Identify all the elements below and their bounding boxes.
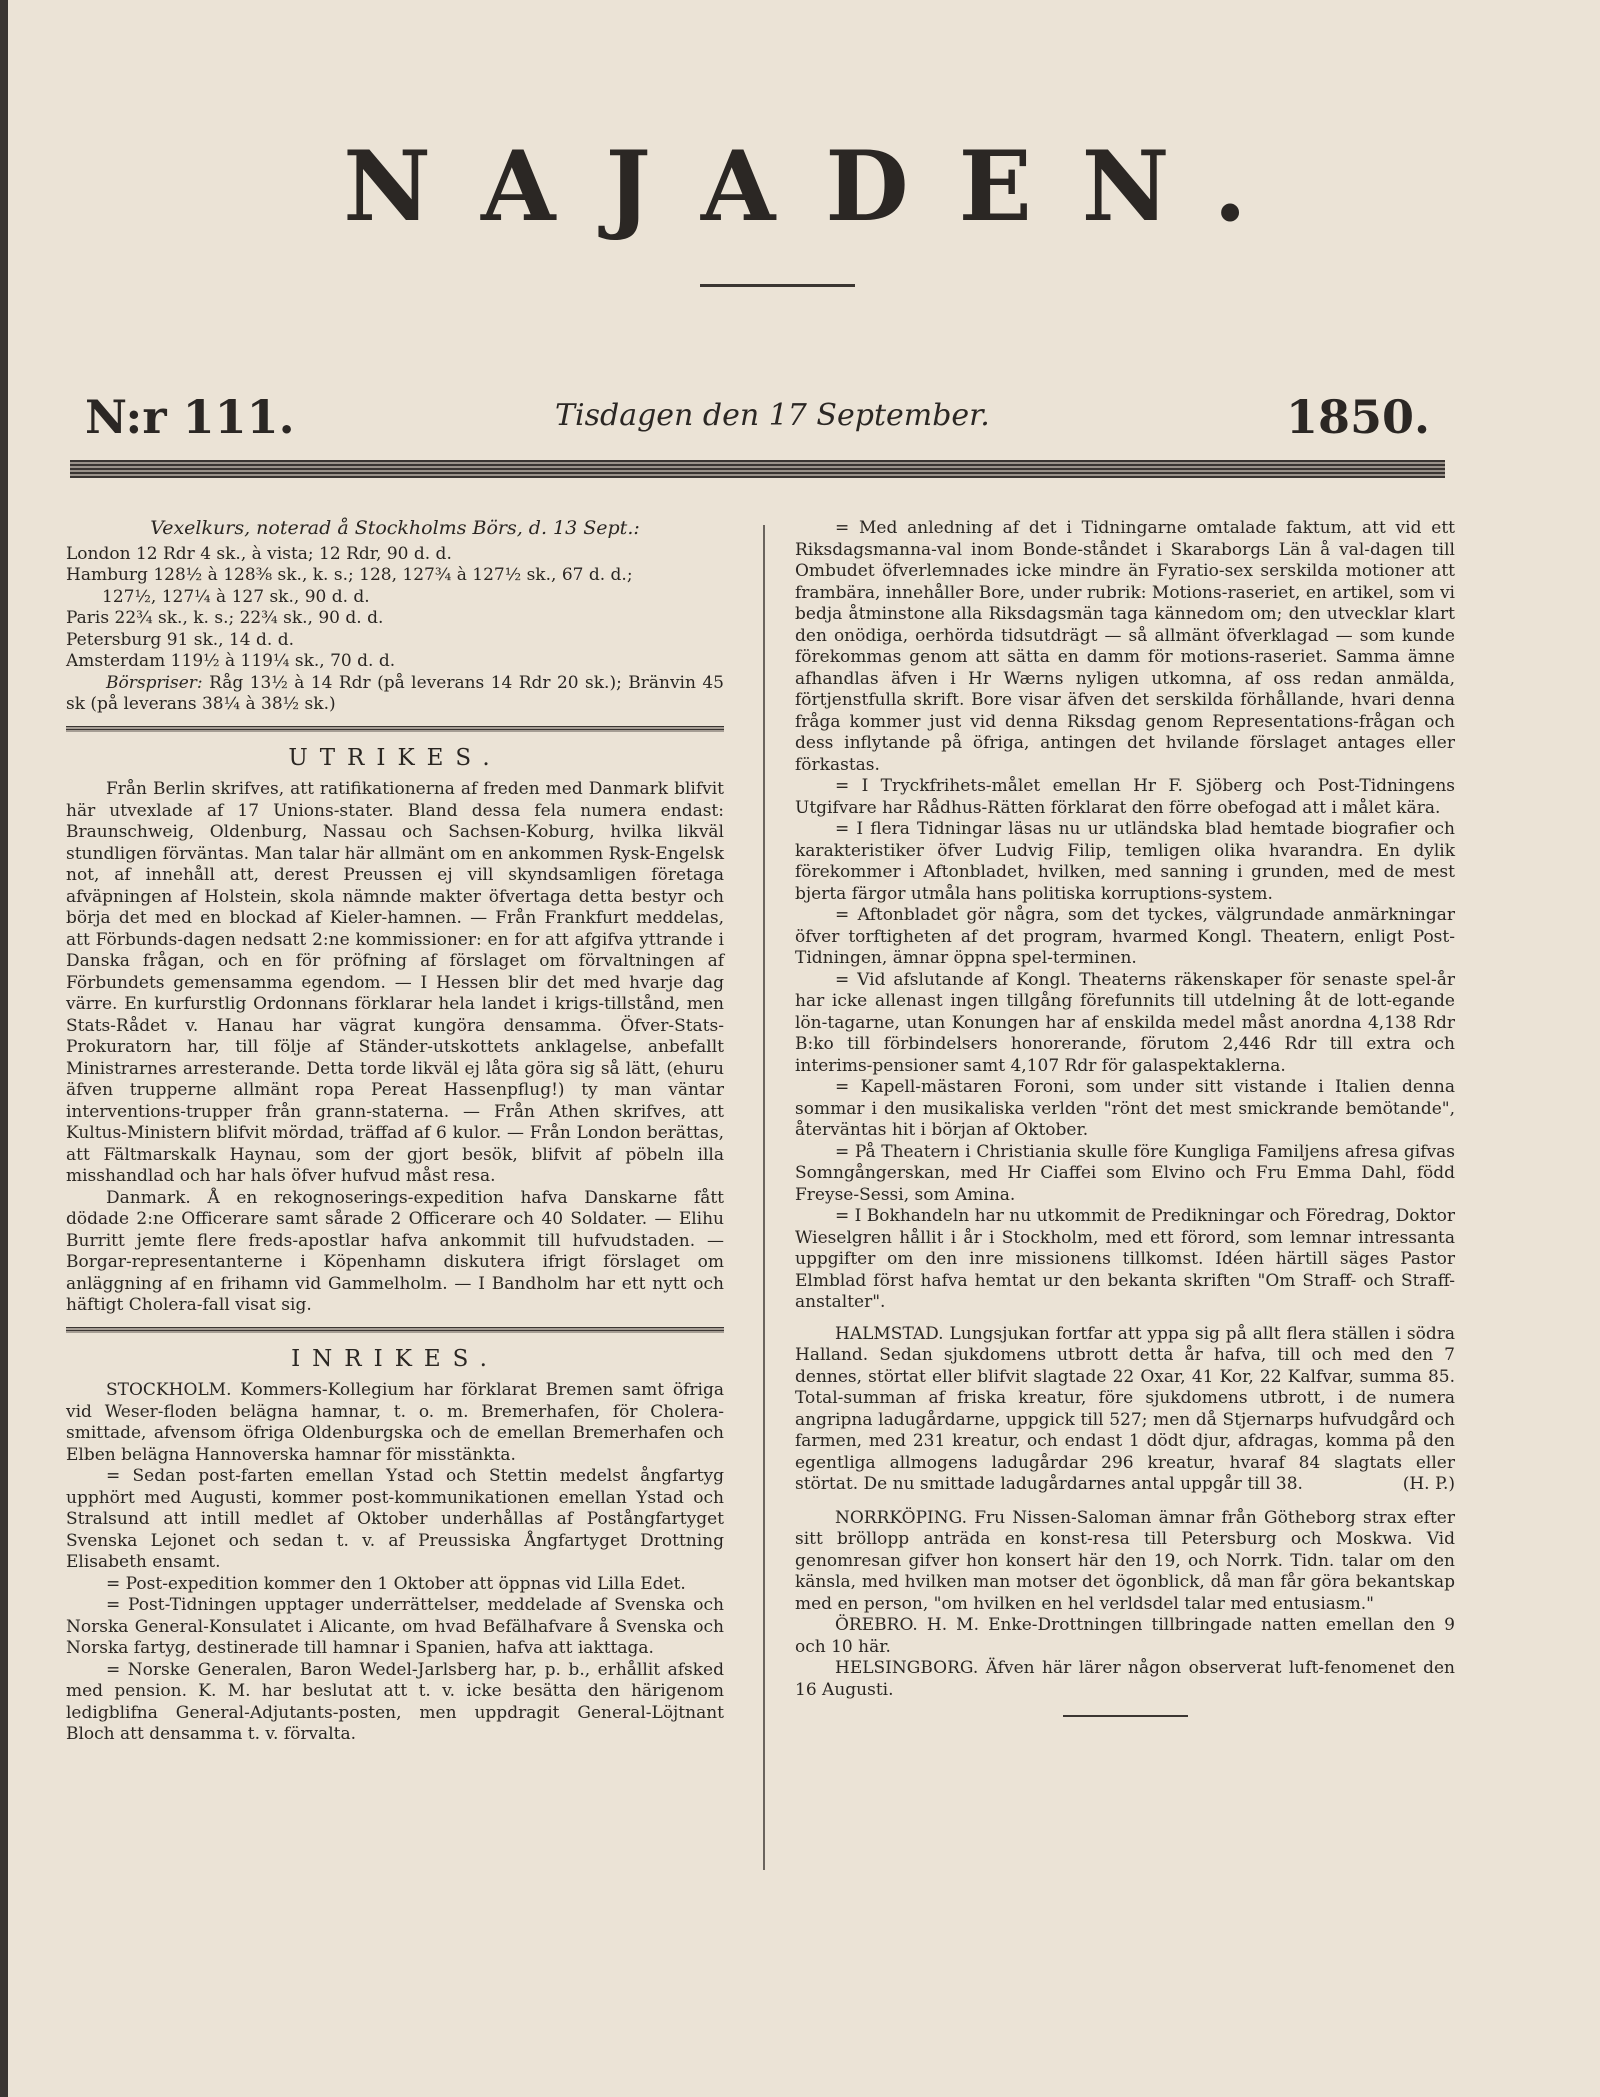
issue-year: 1850. <box>1285 390 1430 444</box>
left-column <box>66 518 724 1746</box>
right-column <box>795 518 1455 1717</box>
inrikes-paragraph: = Post-expedition kommer den 1 Oktober att öppnas vid Lilla Edet. <box>106 1573 686 1594</box>
section-rule <box>66 1327 724 1333</box>
exchange-row: Hamburg 128½ à 128⅜ sk., k. s.; 128, 127¾ à 127½ sk., 67 d. d.; <box>66 565 633 585</box>
news-paragraph: = På Theatern i Christiania skulle före Kungliga Familjens afresa gifvas Somngångerskan, med Hr Ciaffei som Elvino och Fru Emma Dahl, född Freyse-Sessi, som Amina. <box>795 1141 1455 1205</box>
inrikes-paragraph: = Post-Tidningen upptager underrättelser, meddelade af Svenska och Norska General-Konsulatet i Alicante, om hvad Befälhafvare å Svenska och Norska fartyg, destinerade till hamnar i Spanien, hafva att iakttaga. <box>66 1595 724 1658</box>
inrikes-paragraph: STOCKHOLM. Kommers-Kollegium har förklarat Bremen samt öfriga vid Weser-floden belägna hamnar, t. o. m. Bremerhafen, för Cholera-smittade, afvensom öfriga Oldenburgska och de emellan Bremerhafen och Elben belägna Hannoverska hamnar för misstänkta. <box>66 1380 724 1465</box>
news-paragraph: = Kapell-mästaren Foroni, som under sitt vistande i Italien denna sommar i den musikaliska verlden "rönt det mest smickrande bemötande", återväntas hit i början af Oktober. <box>795 1077 1455 1140</box>
prices-text: Råg 13½ à 14 Rdr (på leverans 14 Rdr 20 sk.); Bränvin 45 sk (på leverans 38¼ à 38½ sk.) <box>66 672 724 714</box>
news-paragraph: = Aftonbladet gör några, som det tyckes, välgrundade anmärkningar öfver torftigheten af det program, hvarmed Kongl. Theatern, enligt Post-Tidningen, ämnar öppna spel-terminen. <box>795 905 1455 968</box>
binding-edge <box>0 0 8 2097</box>
prices-label: Börspriser: <box>106 672 203 693</box>
news-paragraph: = Med anledning af det i Tidningarne omtalade faktum, att vid ett Riksdagsmanna-val inom Bonde-ståndet i Skaraborgs Län å val-dagen till Ombudet öfverlemnades icke mindre än Fyratio-sex serskilda motioner att frambära, innehåller Bore, under rubrik: Motions-raseriet, en artikel, som vi bedja åtminstone alla Riksdagsmän taga kännedom om; den utvecklar klart den onödiga, oerhörda tidsutdrägt — så allmänt öfverklagad — som kunde förekommas genom att sätta en damm för motions-raseriet. Samma ämne afhandlas äfven i Hr Wærns nyligen utkomna, af oss redan anmälda, förtjenstfulla skrift. Bore visar äfven det serskilda förhållande, hvari denna fråga kommer just vid denna Riksdag genom Representations-frågan och dess inflytande på öfriga, antingen det hvilande förslaget antages eller förkastas. <box>795 518 1455 775</box>
news-paragraph: = I Bokhandeln har nu utkommit de Predikningar och Föredrag, Doktor Wieselgren hållit i år i Stockholm, med ett förord, som lemnar intressanta uppgifter om den inre missionens tillkomst. Idéen härtill säges Pastor Elmblad först hafva hemtat ur den bekanta skriften "Om Straff- och Straff-anstalter". <box>795 1206 1455 1312</box>
source-signature: (H. P.) <box>1402 1474 1455 1494</box>
issue-date: Tisdagen den 17 September. <box>555 398 990 433</box>
utrikes-paragraph: Från Berlin skrifves, att ratifikationerna af freden med Danmark blifvit här utvexlade af 17 Unions-stater. Bland dessa fela numera endast: Braunschweig, Oldenburg, Nassau och Sachsen-Koburg, hvilka likväl stundligen förväntas. Man talar här allmänt om en ankommen Rysk-Engelsk not, af innehåll att, derest Preussen ej vill skyndsamligen företaga afväpningen af Holstein, skola nämnde makter öfvertaga detta bestyr och börja det med en blockad af Kieler-hamnen. — Från Frankfurt meddelas, att Förbunds-dagen nedsatt 2:ne kommissioner: en for att afgifva yttrande i Danska frågan, och en för pröfning af förslaget om förvaltningen af Förbundets gemensamma egendom. — I Hessen blir det med hvarje dag värre. En kurfurstlig Ordonnans förklarar hela landet i krigs-tillstånd, men Stats-Rådet v. Hanau har vägrat kungöra densamma. Öfver-Stats-Prokuratorn har, till följe af Ständer-utskottets anklagelse, anbefallt Ministrarnes arresterande. Detta torde likväl ej låta göra sig så lätt, (ehuru äfven trupperne allmänt ropa Pereat Hassenpflug!) ty man väntar interventions-trupper från grann-staterna. — Från Athen skrifves, att Kultus-Ministern blifvit mördad, träffad af 6 kulor. — Från London berättas, att Fältmarskalk Haynau, som der gjort besök, blifvit af pöbeln illa misshandlad och har hals öfver hufvud måst resa. <box>66 779 724 1186</box>
issue-number: N:r 111. <box>85 390 295 444</box>
issue-line <box>85 390 1430 450</box>
norrkoping-paragraph: NORRKÖPING. Fru Nissen-Saloman ämnar från Götheborg strax efter sitt bröllopp anträda en konst-resa till Petersburg och Moskwa. Vid genomresan gifver hon konsert här den 19, och Norrk. Tidn. talar om den känsla, med hvilken man motser det ögonblick, då man får göra bekantskap med en person, "om hvilken en hel verldsdel talar med entusiasm." <box>795 1507 1455 1614</box>
inrikes-paragraph: = Norske Generalen, Baron Wedel-Jarlsberg har, p. b., erhållit afsked med pension. K. M. har beslutat att t. v. icke besätta den härigenom ledigblifna General-Adjutants-posten, men uppdragit General-Löjtnant Bloch att densamma t. v. förvalta. <box>66 1659 724 1744</box>
orebro-paragraph: ÖREBRO. H. M. Enke-Drottningen tillbringade natten emellan den 9 och 10 här. <box>795 1615 1455 1657</box>
utrikes-paragraph: Danmark. Å en rekognoserings-expedition hafva Danskarne fått dödade 2:ne Officerare samt sårade 2 Officerare och 40 Soldater. — Elihu Burritt jemte flere freds-apostlar hafva ankommit till hufvudstaden. — Borgar-representanterne i Köpenhamn diskutera ifrigt förslaget om anläggning af en frihamn vid Gammelholm. — I Bandholm har ett nytt och häftigt Cholera-fall visat sig. <box>66 1187 724 1315</box>
section-rule <box>66 726 724 732</box>
end-rule <box>1063 1715 1188 1717</box>
halmstad-text: HALMSTAD. Lungsjukan fortfar att yppa sig på allt flera ställen i södra Halland. Sedan sjukdomens utbrott detta år hafva, till och med den 7 dennes, störtat eller blifvit slagtade 22 Oxar, 41 Kor, 22 Kalfvar, summa 85. Total-summan af friska kreatur, före sjukdomens utbrott, i de numera angripna ladugårdarne, uppgick till 527; men då Stjernarps hufvudgård och farmen, med 231 kreatur, och endast 1 dödt djur, afdragas, komma på den egentliga allmogens ladugårdar 296 kreatur, hvaraf 84 slagtats eller störtat. De nu smittade ladugårdarnes antal uppgår till 38. <box>795 1323 1455 1494</box>
halmstad-paragraph <box>795 1324 1455 1496</box>
exchange-prices <box>66 673 724 716</box>
exchange-row: Petersburg 91 sk., 14 d. d. <box>66 629 295 650</box>
header-rule <box>70 460 1445 478</box>
news-paragraph: = I Tryckfrihets-målet emellan Hr F. Sjöberg och Post-Tidningens Utgifvare har Rådhus-Rätten förklarat den förre obefogad att i målet kära. <box>795 776 1455 818</box>
news-paragraph: = I flera Tidningar läsas nu ur utländska blad hemtade biografier och karakteristiker öfver Ludvig Filip, temligen olika hvarandra. En dylik förekommer i Aftonbladet, hvilken, med sanning i grunden, med de mest bjerta färgor utmåla hans politiska korruptions-system. <box>795 819 1455 904</box>
exchange-row: London 12 Rdr 4 sk., à vista; 12 Rdr, 90 d. d. <box>66 543 452 564</box>
news-paragraph: = Vid afslutande af Kongl. Theaterns räkenskaper för senaste spel-år har icke allenast ingen tillgång förefunnits till utdelning åt de lott-egande lön-tagarne, utan Konungen har af enskilda medel måst anordna 4,138 Rdr B:ko till förbindelsers honorerande, förutom 2,446 Rdr till extra och interims-pensioner samt 4,107 Rdr för galaspektaklerna. <box>795 969 1455 1076</box>
column-divider <box>763 525 765 1870</box>
exchange-heading: Vexelkurs, noterad å Stockholms Börs, d. 13 Sept.: <box>150 517 640 539</box>
exchange-row: Paris 22¾ sk., k. s.; 22¾ sk., 90 d. d. <box>66 608 384 628</box>
helsingborg-paragraph: HELSINGBORG. Äfven här lärer någon observerat luft-fenomenet den 16 Augusti. <box>795 1658 1455 1700</box>
inrikes-paragraph: = Sedan post-farten emellan Ystad och Stettin medelst ångfartyg upphört med Augusti, kommer post-kommunikationen emellan Ystad och Stralsund att intill medlet af Oktober underhållas af Postångfartyget Svenska Lejonet och sedan t. v. af Preussiska Ångfartyget Drottning Elisabeth ensamt. <box>66 1466 724 1572</box>
exchange-row: 127½, 127¼ à 127 sk., 90 d. d. <box>102 586 370 607</box>
utrikes-heading: UTRIKES. <box>288 744 502 771</box>
masthead-rule <box>700 284 855 287</box>
inrikes-heading: INRIKES. <box>291 1345 499 1372</box>
masthead-title: NAJADEN. <box>343 130 1297 243</box>
exchange-row: Amsterdam 119½ à 119¼ sk., 70 d. d. <box>66 651 396 671</box>
